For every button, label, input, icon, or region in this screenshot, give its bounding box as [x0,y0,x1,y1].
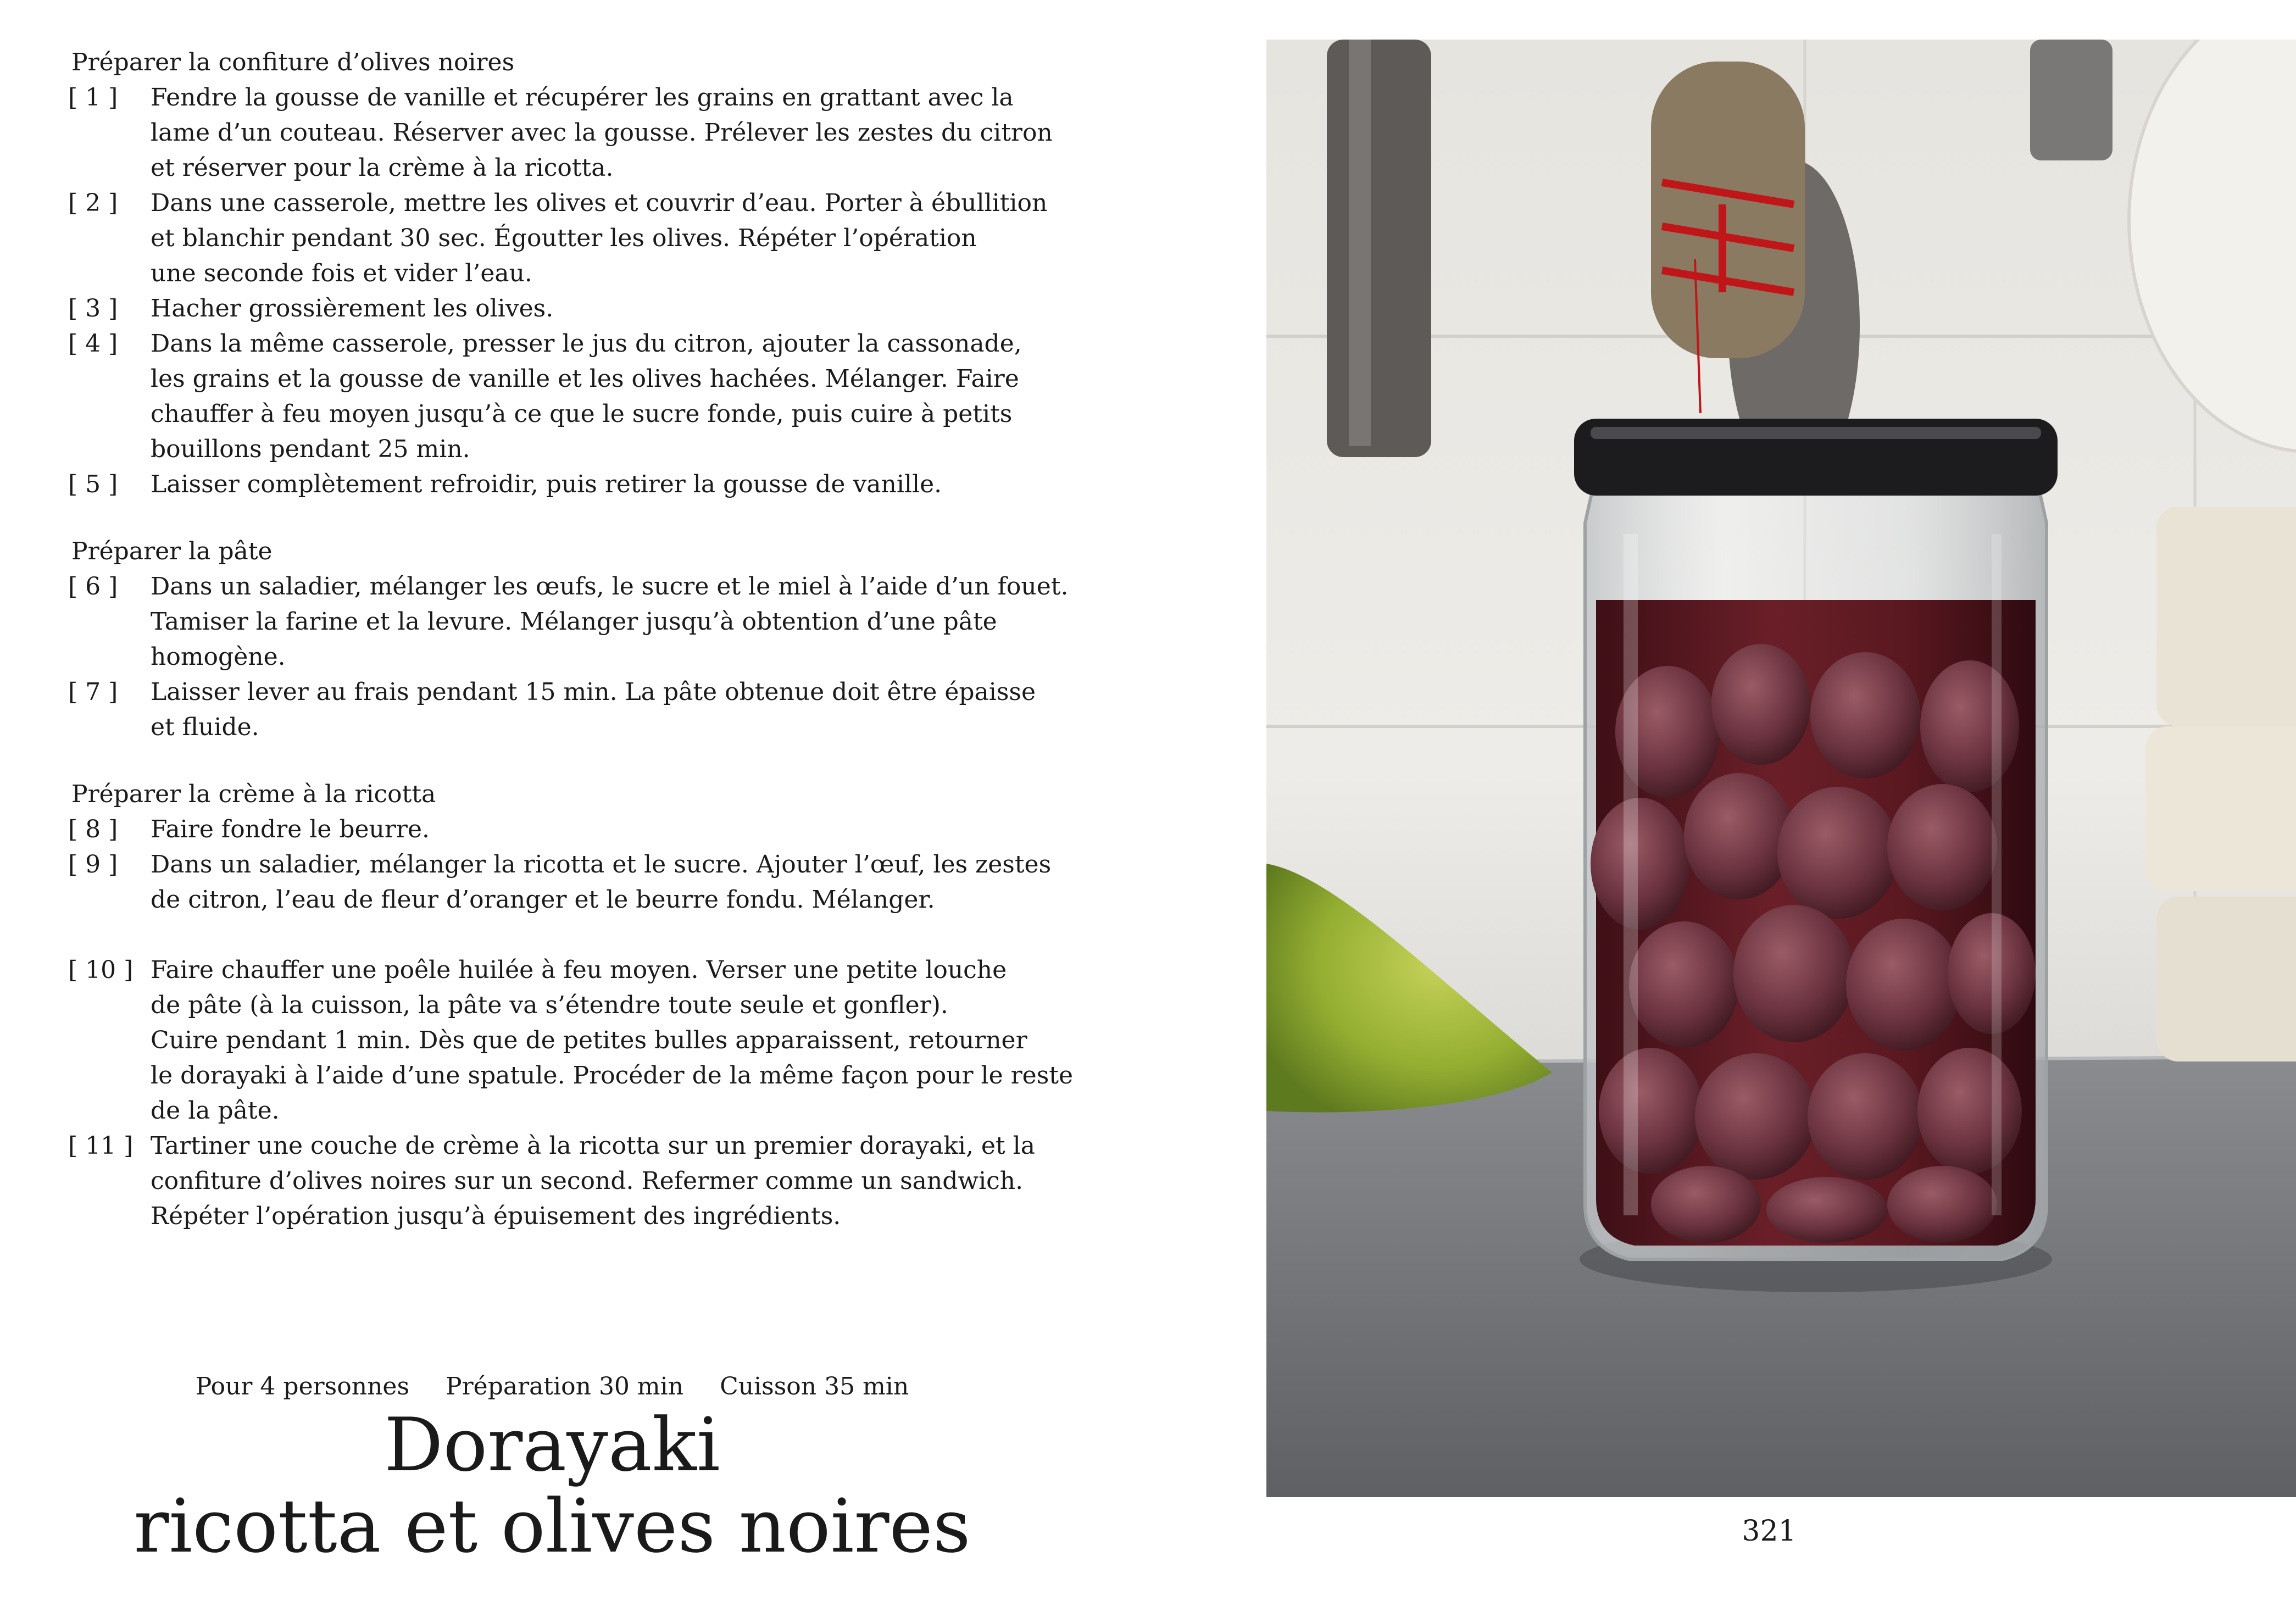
glass-highlight [1992,534,2002,1215]
step-text: Dans un saladier, mélanger les œufs, le sucre et le miel à l’aide d’un fouet. Tamiser la farine et la levure. Mélanger jusqu’à obtention d’une pâte homogène. [151,573,1069,671]
step-number: [ 5 ] [68,470,118,498]
step-number: [ 11 ] [68,1132,134,1160]
utensil-handle [1327,40,1431,457]
step-text: Hacher grossièrement les olives. [151,294,554,323]
step-text: Laisser complètement refroidir, puis retirer la gousse de vanille. [151,470,942,498]
servings: Pour 4 personnes [195,1372,410,1400]
page-number: 321 [1742,1515,1797,1548]
glass-highlight [1624,534,1638,1215]
step-text: Dans une casserole, mettre les olives et couvrir d’eau. Porter à ébullition et blanchir pendant 30 sec. Égoutter les olives. Répéter l’opération une seconde fois et vider l’eau. [151,189,1048,287]
step-text: Faire fondre le beurre. [151,815,430,843]
jar-lid-highlight [1591,427,2041,439]
step-text: Dans un saladier, mélanger la ricotta et le sucre. Ajouter l’œuf, les zestes de citron, l’eau de fleur d’oranger et le beurre fondu. Mélanger. [151,851,1052,914]
recipe-title: Dorayaki ricotta et olives noires [134,1402,971,1569]
section-title: Préparer la crème à la ricotta [71,780,436,808]
step-text: Faire chauffer une poêle huilée à feu moyen. Verser une petite louche de pâte (à la cuisson, la pâte va s’étendre toute seule et gonfler). Cuire pendant 1 min. Dès que de petites bulles apparaissent, retourner le dorayaki à l’aide d’une spatule. Procéder de la même façon pour le reste de la pâte. [151,956,1074,1125]
step-number: [ 6 ] [68,573,118,601]
step-text: Dans la même casserole, presser le jus du citron, ajouter la cassonade, les grains et la gousse de vanille et les olives hachées. Mélanger. Faire chauffer à feu moyen jusqu’à ce que le sucre fonde, puis cuire à petits bouillons pendant 25 min. [151,330,1022,463]
recipe-meta [0,1369,1104,1404]
step-text: Laisser lever au frais pendant 15 min. La pâte obtenue doit être épaisse et fluide. [151,678,1036,741]
sausage [1651,62,1805,358]
step-number: [ 10 ] [68,956,134,984]
egg-carton [2156,507,2296,726]
olive-jar-photo [1266,40,2296,1497]
cooking-time: Cuisson 35 min [720,1372,909,1400]
step-number: [ 1 ] [68,84,118,112]
step-number: [ 9 ] [68,851,118,879]
preparation-time: Préparation 30 min [446,1372,684,1400]
utensil-handle-highlight [1349,40,1371,446]
step-text: Tartiner une couche de crème à la ricotta sur un premier dorayaki, et la confiture d’olives noires sur un second. Refermer comme un sandwich. Répéter l’opération jusqu’à épuisement des ingrédients. [151,1132,1035,1230]
section-title: Préparer la pâte [71,537,273,565]
step-number: [ 3 ] [68,294,118,323]
step-number: [ 4 ] [68,330,118,358]
step-number: [ 8 ] [68,815,118,843]
egg-carton [2145,726,2296,891]
step-number: [ 7 ] [68,678,118,706]
step-text: Fendre la gousse de vanille et récupérer les grains en grattant avec la lame d’un couteau. Réserver avec la gousse. Prélever les zestes du citron et réserver pour la crème à la ricotta. [151,84,1053,182]
section-title: Préparer la confiture d’olives noires [71,48,515,76]
egg-carton [2156,897,2296,1061]
utensil-handle [2030,40,2112,160]
olive-jar-illustration [1266,40,2296,1497]
step-number: [ 2 ] [68,189,118,217]
